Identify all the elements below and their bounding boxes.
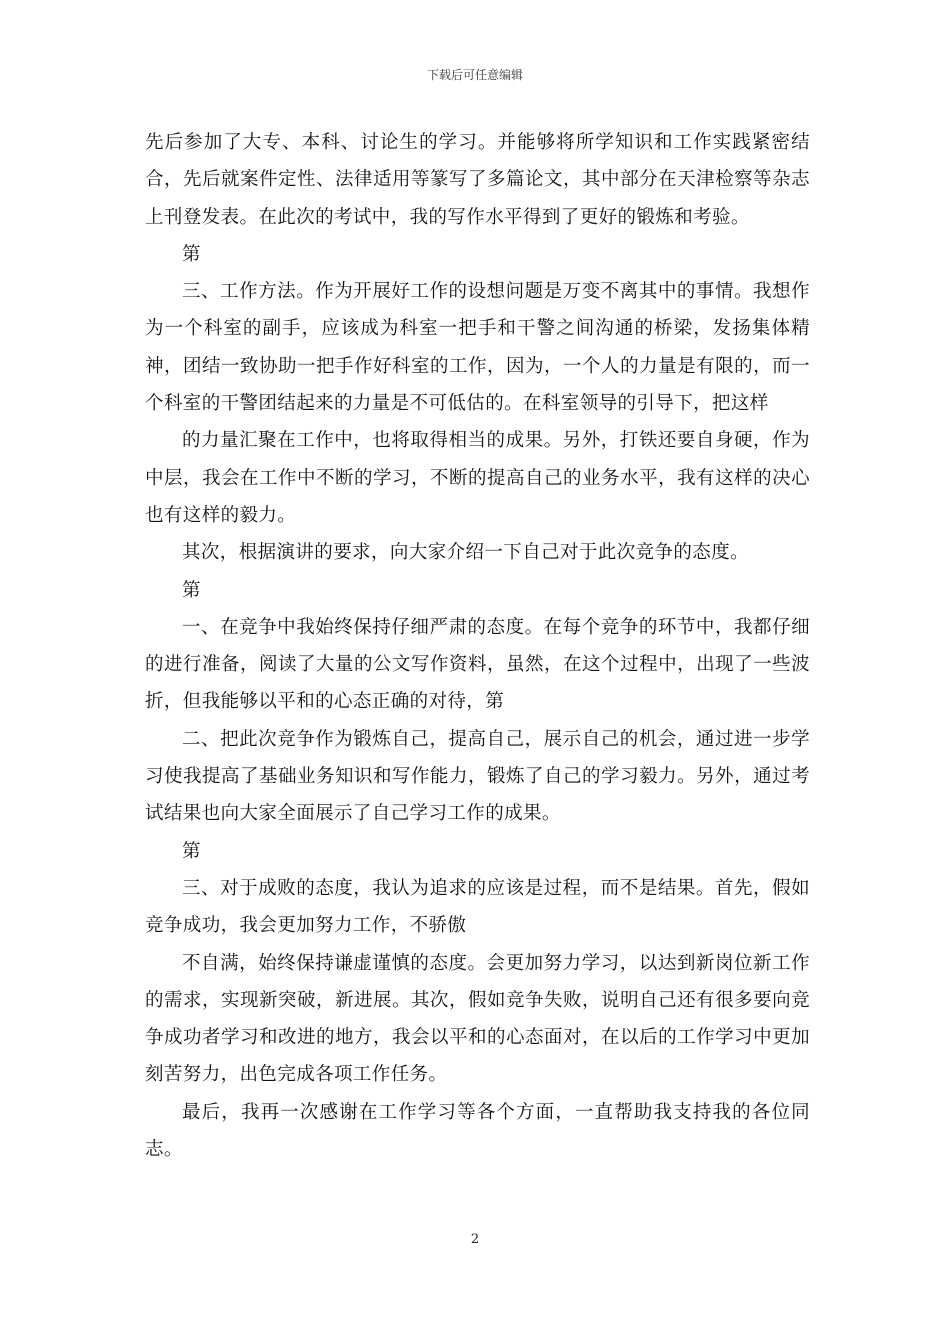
page-number: 2: [470, 1232, 480, 1247]
paragraph: 不自满，始终保持谦虚谨慎的态度。会更加努力学习，以达到新岗位新工作的需求，实现新突破，新进展。其次，假如竞争失败，说明自己还有很多要向竞争成功者学习和改进的地方，我会以平和的心态面对，在以后的工作学习中更加刻苦努力，出色完成各项工作任务。: [145, 952, 810, 1086]
paragraph: 的力量汇聚在工作中，也将取得相当的成果。另外，打铁还要自身硬，作为中层，我会在工作中不断的学习，不断的提高自己的业务水平，我有这样的决心也有这样的毅力。: [145, 430, 810, 526]
paragraph: 第: [182, 243, 201, 265]
paragraph: 第: [182, 840, 201, 862]
paragraph: 第: [182, 579, 201, 601]
paragraph: 三、工作方法。作为开展好工作的设想问题是万变不离其中的事情。我想作为一个科室的副手，应该成为科室一把手和干警之间沟通的桥梁，发扬集体精神，团结一致协助一把手作好科室的工作，因为，一个人的力量是有限的，而一个科室的干警团结起来的力量是不可低估的。在科室领导的引导下，把这样: [145, 281, 810, 415]
paragraph: 其次，根据演讲的要求，向大家介绍一下自己对于此次竞争的态度。: [182, 542, 750, 564]
paragraph: 先后参加了大专、本科、讨论生的学习。并能够将所学知识和工作实践紧密结合，先后就案件定性、法律适用等篆写了多篇论文，其中部分在天津检察等杂志上刊登发表。在此次的考试中，我的写作水平得到了更好的锻炼和考验。: [145, 132, 810, 228]
paragraph: 三、对于成败的态度，我认为追求的应该是过程，而不是结果。首先，假如竞争成功，我会更加努力工作，不骄傲: [145, 877, 810, 937]
page-header: 下载后可任意编辑: [426, 68, 523, 82]
paragraph: 一、在竞争中我始终保持仔细严肃的态度。在每个竞争的环节中，我都仔细的进行准备，阅读了大量的公文写作资料，虽然，在这个过程中，出现了一些波折，但我能够以平和的心态正确的对待，第: [145, 616, 810, 713]
paragraph: 最后，我再一次感谢在工作学习等各个方面，一直帮助我支持我的各位同志。: [145, 1101, 810, 1161]
document-body: [145, 124, 810, 1168]
paragraph: 二、把此次竞争作为锻炼自己，提高自己，展示自己的机会，通过进一步学习使我提高了基础业务知识和写作能力，锻炼了自己的学习毅力。另外，通过考试结果也向大家全面展示了自己学习工作的成果。: [145, 728, 810, 825]
